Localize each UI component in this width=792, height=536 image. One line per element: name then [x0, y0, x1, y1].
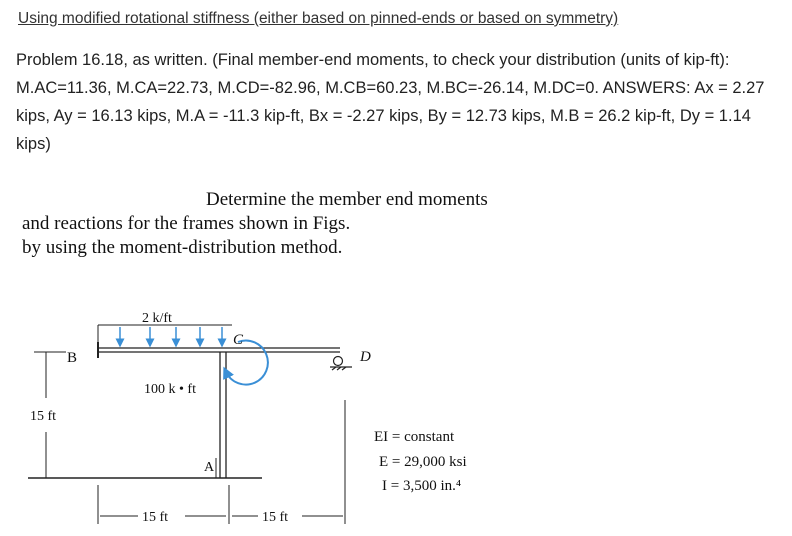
header-link[interactable]: Using modified rotational stiffness (either based on pinned-ends or based on symmetry) — [18, 10, 619, 27]
textbook-line-1: Determine the member end moments — [206, 189, 488, 210]
node-b-label: B — [67, 350, 78, 366]
span-right-label: 15 ft — [262, 510, 289, 525]
textbook-excerpt — [22, 188, 582, 260]
frame-diagram — [0, 290, 792, 536]
textbook-line-3: by using the moment-distribution method. — [22, 237, 343, 258]
node-a-label: A — [204, 460, 215, 475]
textbook-line-2: and reactions for the frames shown in Figs. — [22, 213, 351, 234]
height-dim-label: 15 ft — [30, 409, 57, 424]
problem-statement: Problem 16.18, as written. (Final member-end moments, to check your distribution (units of kip-ft): M.AC=11.36, M.CA=22.73, M.CD=-82.96, M.CB=60.23, M.BC=-26.14, M.DC=0. ANSWERS: Ax = 2.27 kips, Ay = 16.13 kips, M.A = -11.3 kip-ft, Bx = -2.27 kips, By = 12.73 kips, M.B = 26.2 kip-ft, Dy = 1.14 kips) — [16, 51, 765, 153]
e-label: E = 29,000 ksi — [379, 454, 467, 470]
column-ca — [220, 352, 226, 478]
span-dimension — [98, 400, 345, 524]
support-d — [330, 357, 352, 371]
distributed-load — [98, 325, 232, 347]
load-label: 2 k/ft — [142, 311, 172, 326]
moment-label: 100 k • ft — [144, 382, 196, 397]
i-label: I = 3,500 in.⁴ — [382, 478, 462, 494]
ei-label: EI = constant — [374, 429, 455, 445]
node-d-label: D — [360, 349, 371, 365]
node-c-label: C — [233, 332, 244, 348]
span-left-label: 15 ft — [142, 510, 169, 525]
beam-bd — [98, 348, 340, 352]
